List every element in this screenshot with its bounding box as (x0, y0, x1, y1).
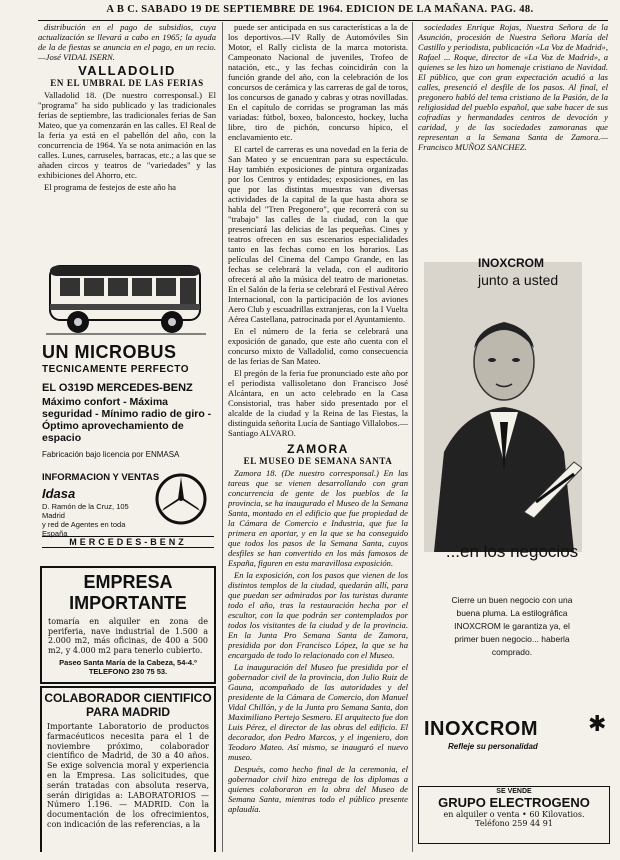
intro-paragraph: distribución en el pago de subsidios, cuya actualización se llevará a cabo en 1965; la ayuda de la de fiestas se anuncia en el pago, en un recio.—José VIDAL ISERN. (38, 22, 216, 62)
column-divider (412, 22, 413, 852)
inoxcrom-slogan: Refleje su personalidad (448, 742, 538, 751)
zamora-article-cont: En la exposición, con los pasos que vienen de los distintos templos de la ciudad, quedarán allí, para que puedan ser admirados por los turistas durante todo el año, tras la restauración hecha por el escultor, con la que podrán ser contemplados por todos los visitantes de la ciudad y de la provincia. En la Junta Pro Semana Santa de Zamora, presidida por don Francisco López, la que se ha encargado de todo lo relacionado con el Museo. (228, 570, 408, 660)
colaborador-advertisement (40, 686, 216, 852)
grupo-text: en alquiler o venta • 60 Kilovatios. (443, 810, 585, 819)
dealer-address: D. Ramón de la Cruz, 105 Madrid (42, 502, 129, 520)
sales-info-heading: INFORMACION Y VENTAS (42, 472, 160, 483)
zamora-article: Zamora 18. (De nuestro corresponsal.) En las tareas que se vienen desarrollando con gran concurrencia de gente de los pueblos de la provincia, se ha inaugurado el Museo de la Semana Santa, montado en el edificio que fue propiedad de la Cámara de Comercio e Industria, que fue la primera en aportar, y en la que se ha conseguido que todos los pasos de la Semana Santa, cuyos desfiles se han convertido en los más famosos de España, figuren en esta maravillosa exposición. (228, 468, 408, 568)
empresa-advertisement (40, 566, 216, 684)
microbus-illustration (46, 248, 206, 338)
microbus-subtitle: TECNICAMENTE PERFECTO (42, 364, 189, 375)
empresa-title-line1: EMPRESA (83, 572, 173, 592)
microbus-title: UN MICROBUS (42, 342, 177, 362)
column-divider (222, 22, 223, 852)
mercedes-star-logo (154, 472, 208, 526)
colaborador-title: COLABORADOR CIENTIFICO PARA MADRID (44, 691, 212, 719)
inoxcrom-brand-top: INOXCROM (478, 256, 544, 270)
column-middle (228, 22, 408, 852)
microbus-model: EL O319D MERCEDES-BENZ (42, 382, 193, 394)
header-rule (38, 20, 608, 21)
valladolid-subheading: EN EL UMBRAL DE LAS FERIAS (50, 78, 204, 88)
empresa-title-line2: IMPORTANTE (69, 593, 187, 613)
valladolid-article-cont: El programa de festejos de este año ha (44, 182, 176, 192)
grupo-pre: SE VENDE (496, 788, 532, 795)
microbus-features: Máximo confort - Máxima seguridad - Mínimo radio de giro - Óptimo aprovechamiento de espacio (42, 396, 212, 444)
valladolid-article-cont2: puede ser anticipada en sus características a la de los deportivos.—IV Rally de Automóviles Sin Motor, el Rally ciclista de la marca motorista. Campeonato Nacional de juveniles, Trofeo de natación, etc., y las fechas coincidirán con la función grande del año, con la celebración de los concursos de cerámica y las carreras de gal de toros, los concursos de ganado y cabras y otras novilladas. En el capítulo de corridas se programan las más variadas: fútbol, boxeo, baloncesto, hockey, lucha libre, tiro de pichón, concurso hípico, el enclavamiento etc. (228, 22, 408, 142)
microbus-manufacture: Fabricación bajo licencia por ENMASA (42, 450, 180, 459)
valladolid-article-cont3: El cartel de carreras es una novedad en la feria de San Mateo y se encuentran para su espectáculo. Hay también exposiciones de pintura organizadas por los Centros y entidades; exposiciones, en las que por las distintas muestras van diversas actividades de la capital de la que hasta ahora se habla del "Tren Pregonero", que recorrerá con su "trabajo" las calles de la ciudad, con la que presenciará las delicias de las pequeñas. Cines y teatros ofrecen en sus escenarios especialidades tanto en las fechas como en los horarios. Las películas del Cinema del Campo Grande, en las fechas se celebrará la velada, con el auditorio ofrecerá al año la música del teatro de marionetas. En el Salón de la feria se celebrará el Festival Aéreo Internacional, con la participación de los aviones Aero Club y escuadrillas extranjeras, con la I Vuelta Aérea Castellana, patrocinada por el Ayuntamiento. (228, 144, 408, 324)
colaborador-text: Importante Laboratorio de productos farmacéuticos necesita para el 1 de noviembre próximo, colaborador científico de Madrid, de 30 a 40 años. Se exige solvencia moral y experiencia en la Empresa. Las solicitudes, que serán tratadas con absoluta reserva, serán dirigidas a: LABORATORIOS — Número 1.196. — MADRID. Con la documentación de los ofrecimientos, con indicación de las referencias, a la (47, 722, 209, 829)
dealer-agents: y red de Agentes en toda España (42, 520, 126, 538)
inoxcrom-tagline: junto a usted (478, 272, 559, 288)
page-header: A B C. SABADO 19 DE SEPTIEMBRE DE 1964. EDICION DE LA MAÑANA. PAG. 48. (106, 4, 534, 15)
grupo-electrogeno-advertisement (418, 786, 610, 844)
zamora-article-end: sociedades Enrique Rojas, Nuestra Señora de la Asunción, procesión de Nuestra Señora María del Castillo y periodista, publicación «La Voz de Madrid», Rafael ... Roque, director de «La Voz de Madrid», a quienes se les hizo un homenaje cristiano de Navidad. El público, que con gran expectación acudió a las calles, presenció el desfile de los pasos. Al final, el pregonero habló del tema cristiano de la Pasión, de la religiosidad del pueblo español, que sabe hacer de sus cofradías y hermandades centros de devoción y caridad, y de las sociedades zamoranas que representan a la Semana Santa de Zamora.—Francisco MUÑOZ SANCHEZ. (418, 22, 608, 152)
grupo-phone: Teléfono 259 44 91 (475, 819, 553, 828)
zamora-article-cont3: Después, como hecho final de la ceremonia, el gobernador civil hizo entrega de los diplomas a quienes colaboraron en la obra del Museo de Semana Santa, mientras todo el público presente aplaudía. (228, 764, 408, 814)
inoxcrom-brand-bottom: INOXCROM (424, 718, 538, 740)
inoxcrom-star-icon: ✱ (588, 712, 607, 737)
column-right (418, 22, 608, 236)
empresa-text: tomaría en alquiler en zona de periferia, nave industrial de 1.500 a 2.000 m2, más oficinas, de 400 a 500 m2, y 4.000 m2 para tenerlo cubierto. (48, 617, 208, 655)
inoxcrom-negocios: ...en los negocios (445, 542, 579, 561)
empresa-address: Paseo Santa María de la Cabeza, 54-4.º TELEFONO 230 75 53. (59, 658, 197, 676)
zamora-article-cont2: La inauguración del Museo fue presidida por el gobernador civil de la provincia, don Julio Ruiz de Gauna, acompañado de las autoridades y del presidente de la Cámara de Comercio, don Manuel Vidal Chillón, y de la Junta pro Semana Santa, don Maximiliano Pertejo Sesmero. El arquitecto fue don Luis Pérez, el director de las obras del edificio. El decorador, don Pedro Marcos, y el ingeniero, don Teodoro Mateo. Así mismo, se inauguró el nuevo museo. (228, 662, 408, 762)
valladolid-heading: VALLADOLID (78, 63, 176, 78)
zamora-heading: ZAMORA (287, 442, 349, 456)
mercedes-brand-bar: MERCEDES-BENZ (42, 536, 214, 548)
valladolid-article-signoff: El pregón de la feria fue pronunciado este año por el periodista vallisoletano don Francisco José Alcántara, en un acto celebrado en la Casa Consistorial, tras haber sido presentado por el alcalde de la ciudad y la Reina de las Fiestas, la distinguida señorita Lucía de Santiago Villalobos.—Santiago ALVARO. (228, 368, 408, 438)
dealer-name: Idasa (42, 486, 76, 501)
valladolid-article-cont4: En el número de la feria se celebrará una exposición de ganado, que este año cuenta con el concurso mixto de Valladolid, como consecuencia de las ferias de San Mateo. (228, 326, 408, 366)
businessman-photo (424, 262, 582, 552)
grupo-title: GRUPO ELECTROGENO (438, 795, 590, 810)
inoxcrom-copy: Cierre un buen negocio con una buena pluma. La estilográfica INOXCROM le garantiza ya, el primer buen negocio... haberla comprado. (451, 595, 573, 657)
inoxcrom-advertisement (418, 242, 608, 782)
microbus-advertisement (38, 236, 216, 552)
zamora-subheading: EL MUSEO DE SEMANA SANTA (243, 456, 393, 466)
valladolid-article: Valladolid 18. (De nuestro corresponsal.) El "programa" ha sido publicado y las tradicionales ferias de septiembre, las tradicionales ferias de San Mateo, que ya comenzarán en las calles. El Real de la feria ya está en el pabellón del año, con la concurrencia de 1964. Ya se nota animación en las calles. Lunes, carruseles, barracas, etc.; a las que se añaden circos y teatros de "variedades" y las exhibiciones del Ahorro, etc. (38, 90, 216, 180)
